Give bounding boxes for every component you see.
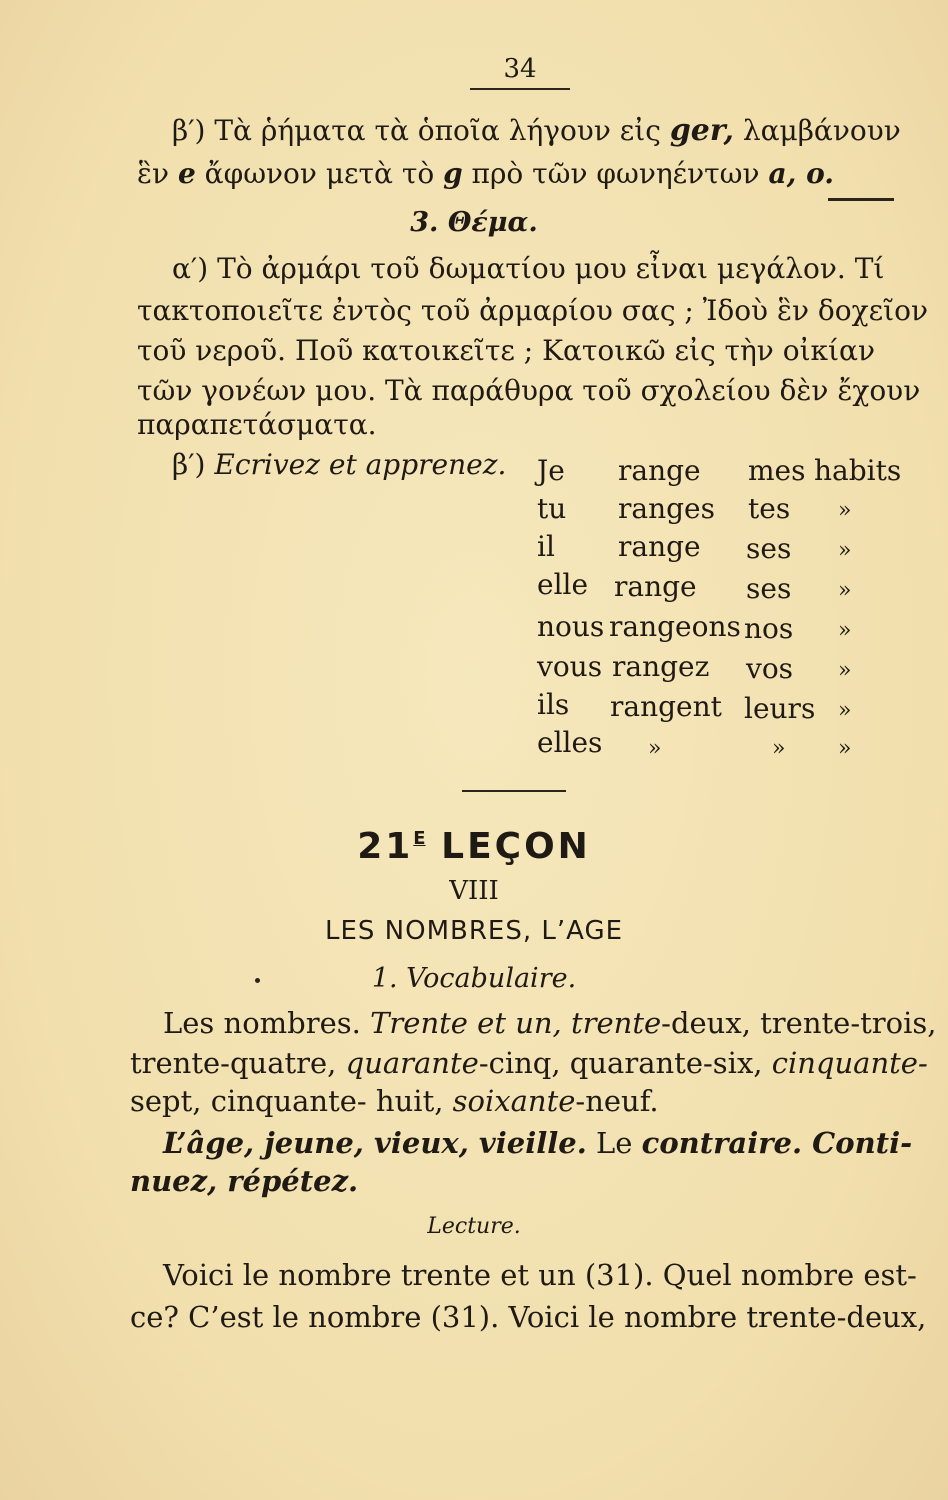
lesson-subtitle: LES NOMBRES, L’AGE xyxy=(324,916,624,946)
vocab-l2-c: -cinq, quarante-six, xyxy=(478,1046,772,1080)
vocab-l4-c: contraire. Conti- xyxy=(641,1126,913,1160)
object: » xyxy=(838,736,852,761)
beta1-line2-text: ἓν xyxy=(137,157,178,190)
object: » xyxy=(838,498,852,523)
vocab-l2-b: quarante xyxy=(345,1046,479,1080)
vocab-l2-d: cinquante- xyxy=(771,1046,928,1080)
beta2-instruction: Ecrivez et apprenez. xyxy=(214,448,507,481)
verb: » xyxy=(648,736,662,761)
vocab-line-2 xyxy=(130,1044,928,1082)
beta1-line1-suffix: λαμβάνουν xyxy=(733,114,901,147)
lecture-heading: Lecture. xyxy=(427,1214,521,1239)
beta2-line xyxy=(172,446,506,484)
object: habits xyxy=(814,454,902,487)
beta1-line2-mid: ἄφωνον μετὰ τὸ xyxy=(195,157,444,190)
object: » xyxy=(838,578,852,603)
pronoun: elle xyxy=(537,568,589,601)
beta1-ger: ger, xyxy=(669,113,734,148)
verb: range xyxy=(618,530,701,563)
possessive: tes xyxy=(748,492,791,525)
verb: ranges xyxy=(618,492,715,525)
alpha-line-1: α′) Τὸ ἀρμάρι τοῦ δωματίου μου εἶναι μεγάλον. Τί xyxy=(172,252,885,285)
pronoun: vous xyxy=(537,650,603,683)
verb: rangez xyxy=(612,650,710,683)
lesson-number: 21 xyxy=(357,826,414,867)
vocab-l1-c: -deux, trente-trois, xyxy=(661,1006,937,1040)
vocab-line-4 xyxy=(163,1124,912,1162)
vocab-line-3 xyxy=(130,1082,659,1120)
possessive: mes xyxy=(748,454,806,487)
beta1-line1 xyxy=(172,112,901,150)
pronoun: Je xyxy=(537,454,565,487)
beta1-line2 xyxy=(137,155,834,193)
verb: range xyxy=(618,454,701,487)
pronoun: elles xyxy=(537,726,603,759)
page-number-rule xyxy=(470,88,570,90)
beta1-line1-text: β′) Τὰ ῥήματα τὰ ὁποῖα λήγουν εἰς xyxy=(172,114,670,147)
beta1-line2-mid2: πρὸ τῶν φωνηέντων xyxy=(462,157,769,190)
possessive: vos xyxy=(746,652,794,685)
possessive: ses xyxy=(746,572,792,605)
lesson-word: LEÇON xyxy=(425,826,591,867)
lesson-roman-numeral: VIII xyxy=(449,876,499,906)
object: » xyxy=(838,658,852,683)
object: » xyxy=(838,618,852,643)
lesson-suffix: E xyxy=(413,828,426,849)
beta1-e: e xyxy=(177,157,196,190)
pronoun: tu xyxy=(537,492,567,525)
vocab-l3-a: sept, cinquante- huit, xyxy=(130,1084,453,1118)
possessive: leurs xyxy=(744,692,816,725)
object: » xyxy=(838,538,852,563)
beta1-vowels: a, o. xyxy=(768,157,835,190)
section-divider xyxy=(462,790,566,792)
possessive: nos xyxy=(744,612,794,645)
vocab-line-1 xyxy=(163,1004,936,1042)
pronoun: ils xyxy=(537,688,570,721)
lecture-line-1: Voici le nombre trente et un (31). Quel nombre est- xyxy=(163,1258,917,1292)
vocab-l1-a: Les nombres. xyxy=(163,1006,371,1040)
vocab-heading: 1. Vocabulaire. xyxy=(371,963,577,994)
verb: rangent xyxy=(610,690,722,723)
verb: range xyxy=(614,570,697,603)
vocab-l3-b: soixante xyxy=(452,1084,576,1118)
lecture-line-2: ce? C’est le nombre (31). Voici le nombre trente-deux, xyxy=(130,1300,927,1334)
lesson-title xyxy=(0,826,948,867)
vocab-l2-a: trente-quatre, xyxy=(130,1046,346,1080)
possessive: ses xyxy=(746,532,792,565)
possessive: » xyxy=(772,736,786,761)
vocab-line-5: nuez, répétez. xyxy=(130,1164,359,1198)
verb: rangeons xyxy=(609,610,741,643)
vocab-l3-c: -neuf. xyxy=(575,1084,659,1118)
alpha-line-2: τακτοποιεῖτε ἐντὸς τοῦ ἀρμαρίου σας ; Ἰδοὺ ἓν δοχεῖον xyxy=(137,294,928,327)
pronoun: nous xyxy=(537,610,605,643)
margin-rule xyxy=(828,198,894,201)
pronoun: il xyxy=(537,530,555,563)
vocab-l4-b: Le xyxy=(586,1126,642,1160)
beta2-prefix: β′) xyxy=(172,448,215,481)
vocab-l4-a: L’âge, jeune, vieux, vieille. xyxy=(163,1126,587,1160)
page-number: 34 xyxy=(503,54,537,84)
beta1-g: g xyxy=(443,157,463,190)
alpha-line-5: παραπετάσματα. xyxy=(137,408,377,441)
vocab-l1-b: Trente et un, trente xyxy=(370,1006,662,1040)
thema-heading: 3. Θέμα. xyxy=(410,207,538,238)
object: » xyxy=(838,698,852,723)
alpha-line-4: τῶν γονέων μου. Τὰ παράθυρα τοῦ σχολείου δὲν ἔχουν xyxy=(137,374,921,407)
alpha-line-3: τοῦ νεροῦ. Ποῦ κατοικεῖτε ; Κατοικῶ εἰς τὴν οἰκίαν xyxy=(137,334,875,367)
